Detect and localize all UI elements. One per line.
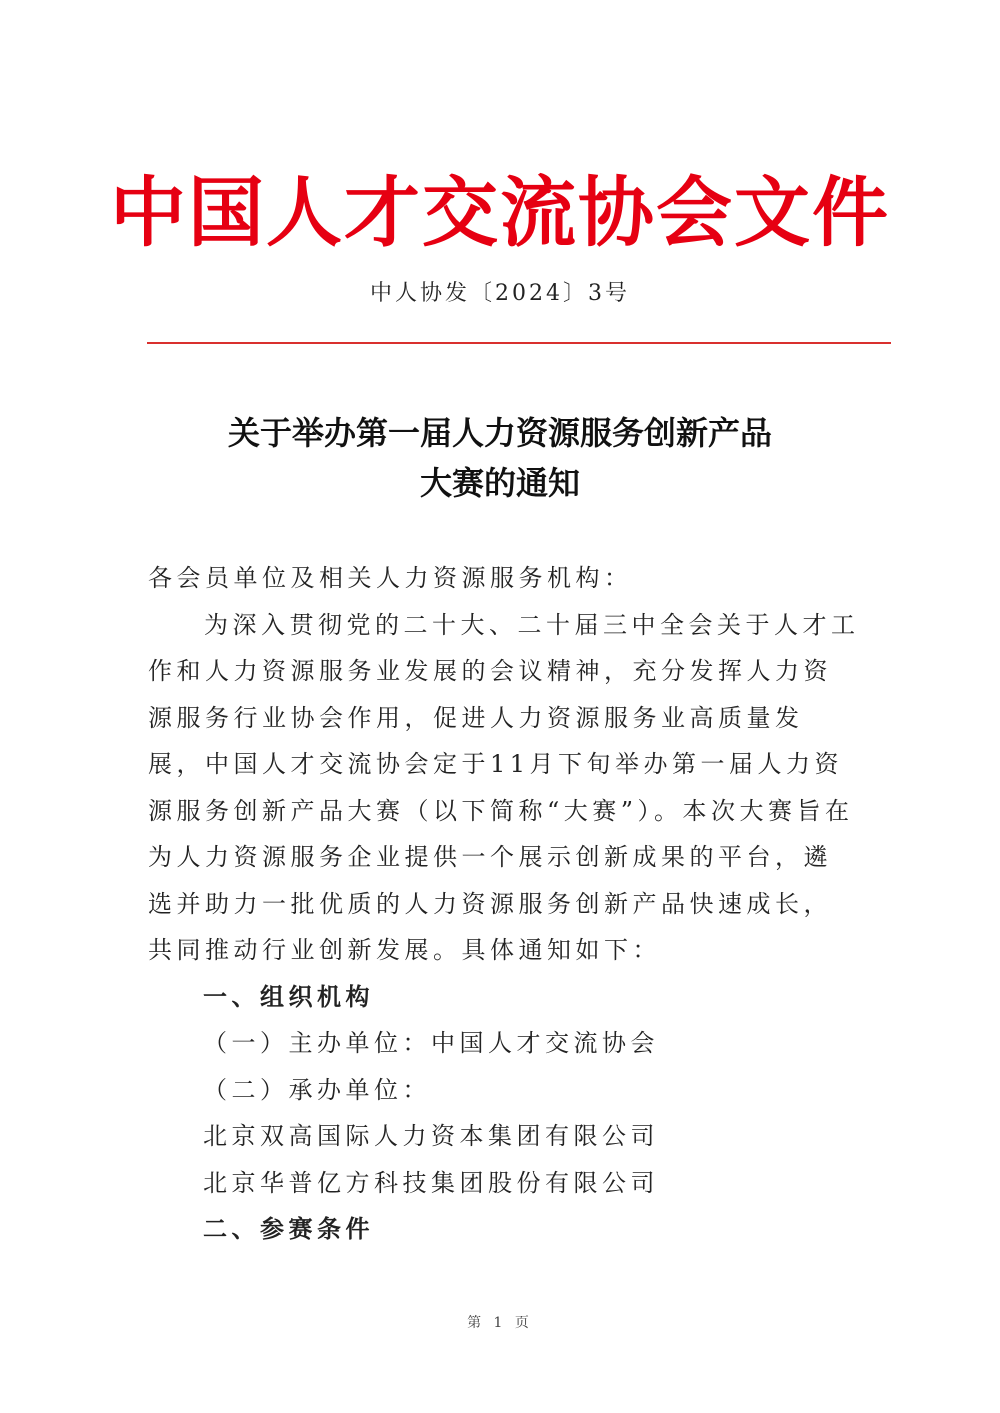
organizer-company: 北京华普亿方科技集团股份有限公司	[203, 1168, 659, 1197]
masthead-title: 中国人才交流协会文件	[110, 168, 890, 257]
organizer-company: 北京双高国际人力资本集团有限公司	[203, 1122, 659, 1150]
organizer-unit-label: （二）承办单位：	[203, 1075, 431, 1104]
salutation: 各会员单位及相关人力资源服务机构：	[148, 564, 633, 592]
section-heading-organization: 一、组织机构	[203, 981, 374, 1011]
red-divider	[147, 342, 891, 344]
document-body	[148, 555, 860, 1253]
notice-title-line-1: 关于举办第一届人力资源服务创新产品	[227, 414, 772, 452]
host-unit: （一）主办单位：中国人才交流协会	[203, 1029, 659, 1057]
notice-title-line-2: 大赛的通知	[419, 464, 580, 502]
intro-paragraph: 为深入贯彻党的二十大、二十届三中全会关于人才工作和人力资源服务业发展的会议精神，充分发挥人力资源服务行业协会作用，促进人力资源服务业高质量发展，中国人才交流协会定于11月下旬举办第一届人力资源服务创新产品大赛（以下简称“大赛”）。本次大赛旨在为人力资源服务企业提供一个展示创新成果的平台，遴选并助力一批优质的人力资源服务创新产品快速成长，共同推动行业创新发展。具体通知如下：	[148, 610, 860, 964]
notice-title	[0, 408, 1000, 508]
section-heading-eligibility: 二、参赛条件	[203, 1214, 374, 1243]
page-number: 第 1 页	[467, 1315, 533, 1331]
document-number: 中人协发〔2024〕3号	[370, 281, 630, 306]
